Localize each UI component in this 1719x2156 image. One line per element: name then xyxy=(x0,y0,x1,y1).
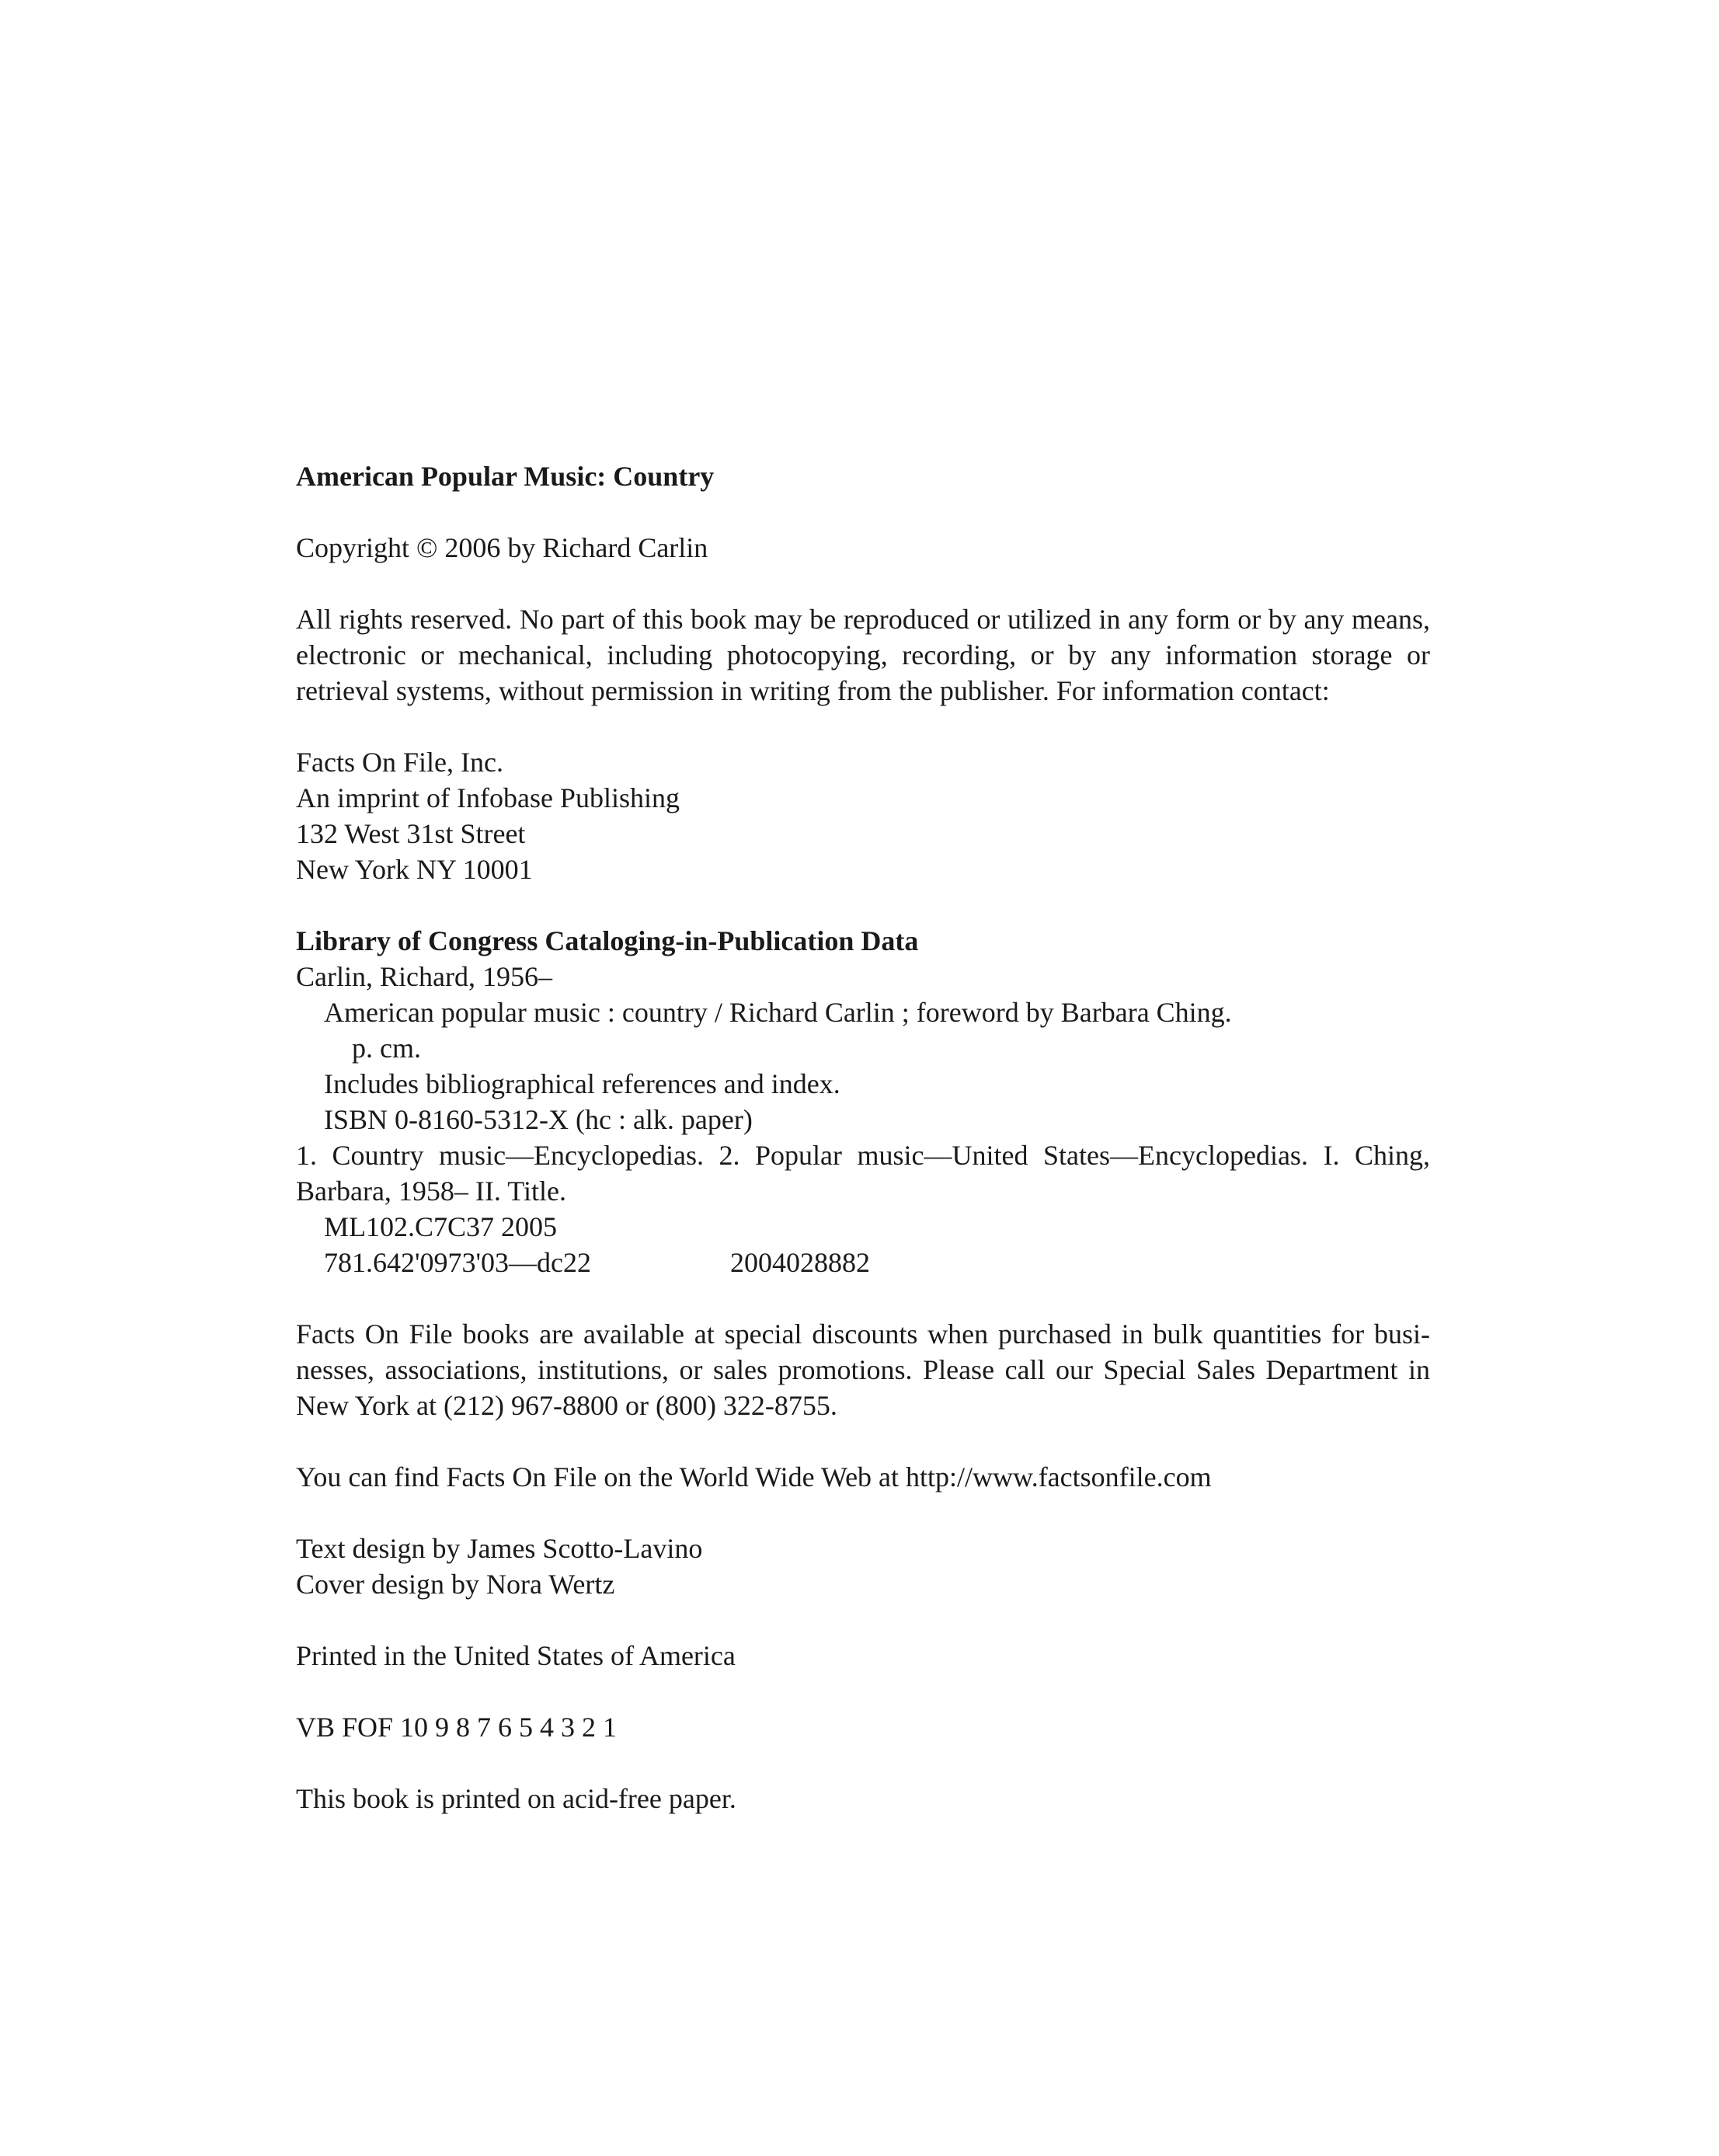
cip-block xyxy=(296,923,1430,1280)
cip-includes: Includes bibliographical references and index. xyxy=(324,1068,840,1099)
special-sales: Facts On File books are available at special discounts when purchased in bulk quantities for businesses, associations, institutions, or sales promotions. Please call our Special Sales Department in New York at (212) 967-8800 or (800) 322-8755. xyxy=(296,1318,1430,1421)
cip-author: Carlin, Richard, 1956– xyxy=(296,961,552,992)
cover-design-credit: Cover design by Nora Wertz xyxy=(296,1569,615,1600)
publisher-imprint: An imprint of Infobase Publishing xyxy=(296,782,680,813)
cip-lccn: 2004028882 xyxy=(730,1247,870,1278)
text-design-credit: Text design by James Scotto-Lavino xyxy=(296,1533,703,1564)
printed-in: Printed in the United States of America xyxy=(296,1640,736,1671)
copyright-page xyxy=(296,458,1430,1816)
cip-isbn: ISBN 0-8160-5312-X (hc : alk. paper) xyxy=(324,1104,753,1135)
cip-heading: Library of Congress Cataloging-in-Publication Data xyxy=(296,925,919,956)
cip-lc-class: ML102.C7C37 2005 xyxy=(324,1211,558,1242)
printing-line: VB FOF 10 9 8 7 6 5 4 3 2 1 xyxy=(296,1712,618,1743)
publisher-city: New York NY 10001 xyxy=(296,854,533,885)
cip-pages: p. cm. xyxy=(352,1033,421,1064)
cip-title: American popular music : country / Richard Carlin ; foreword by Barbara Ching. xyxy=(324,997,1232,1028)
publisher-name: Facts On File, Inc. xyxy=(296,747,503,778)
book-title: American Popular Music: Country xyxy=(296,461,715,492)
copyright-line: Copyright © 2006 by Richard Carlin xyxy=(296,532,708,563)
rights-statement: All rights reserved. No part of this book may be reproduced or utilized in any form or by any means, electronic or mechanical, including photocopying, recording, or by any information storage or retrieval systems, without permission in writing from the publisher. For information contact: xyxy=(296,604,1430,706)
web-address: You can find Facts On File on the World Wide Web at http://www.factsonfile.com xyxy=(296,1461,1212,1492)
design-credits xyxy=(296,1531,1430,1602)
cip-dewey: 781.642'0973'03—dc22 xyxy=(324,1247,591,1278)
publisher-address xyxy=(296,744,1430,887)
cip-dewey-row xyxy=(296,1245,1430,1280)
publisher-street: 132 West 31st Street xyxy=(296,818,526,849)
cip-subjects: 1. Country music—Encyclopedias. 2. Popular music—United States—Encyclopedias. I. Ching, Barbara, 1958– II. Title. xyxy=(296,1140,1430,1207)
acid-free-note: This book is printed on acid-free paper. xyxy=(296,1783,736,1814)
